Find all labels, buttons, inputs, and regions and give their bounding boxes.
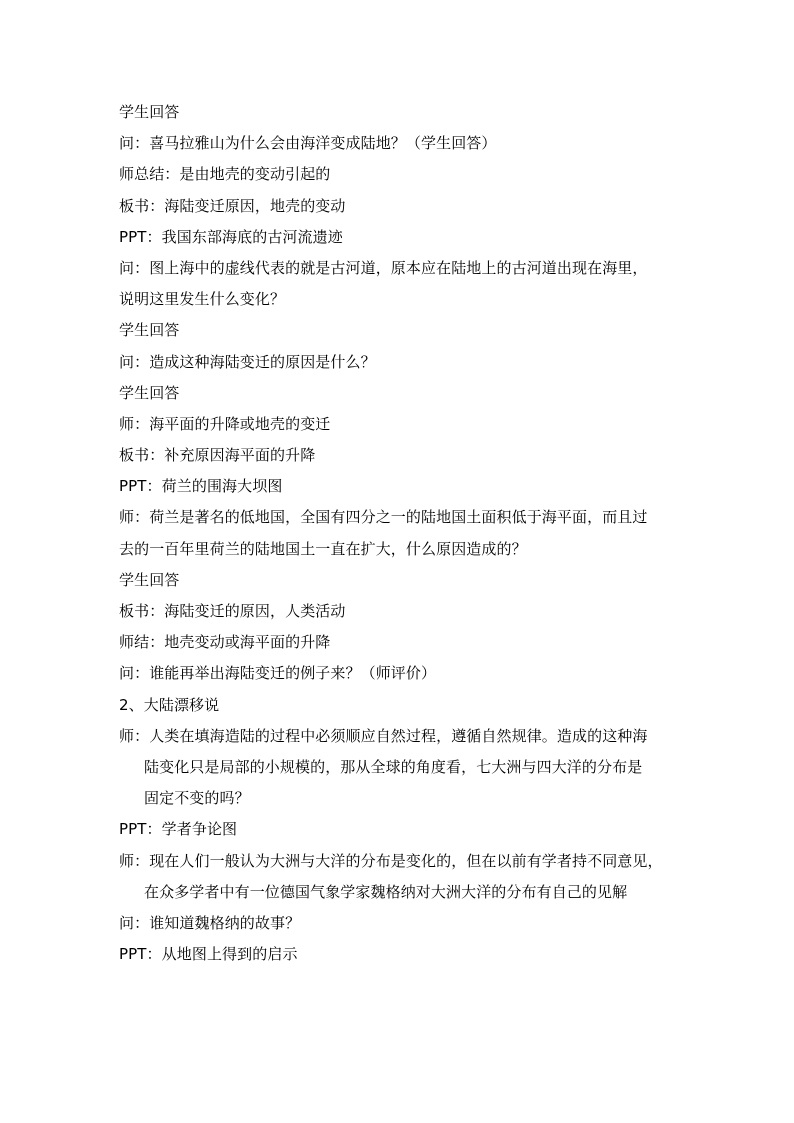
- text-line: 师结：地壳变动或海平面的升降: [119, 633, 331, 652]
- text-line: 师：荷兰是著名的低地国，全国有四分之一的陆地国土面积低于海平面，而且过: [119, 508, 648, 527]
- text-line: 学生回答: [119, 570, 180, 589]
- text-line-continuation: 在众多学者中有一位德国气象学家魏格纳对大洲大洋的分布有自己的见解: [144, 882, 628, 901]
- text-line: 去的一百年里荷兰的陆地国土一直在扩大，什么原因造成的？: [119, 539, 527, 558]
- text-line: 学生回答: [119, 321, 180, 340]
- text-line: 问：喜马拉雅山为什么会由海洋变成陆地？（学生回答）: [119, 134, 497, 153]
- text-line: PPT：从地图上得到的启示: [119, 945, 298, 964]
- text-line: 师：人类在填海造陆的过程中必须顺应自然过程，遵循自然规律。造成的这种海: [119, 726, 648, 745]
- section-heading: 2、大陆漂移说: [119, 695, 220, 714]
- text-line: 板书：补充原因海平面的升降: [119, 446, 316, 465]
- text-line-continuation: 陆变化只是局部的小规模的，那从全球的角度看，七大洲与四大洋的分布是: [144, 757, 643, 776]
- text-line: 板书：海陆变迁原因，地壳的变动: [119, 196, 346, 215]
- text-line: 问：造成这种海陆变迁的原因是什么？: [119, 352, 376, 371]
- text-line: 师：海平面的升降或地壳的变迁: [119, 414, 331, 433]
- text-line: 问：谁知道魏格纳的故事？: [119, 913, 301, 932]
- text-line: 学生回答: [119, 383, 180, 402]
- text-line-continuation: 固定不变的吗？: [144, 789, 250, 808]
- text-line: 说明这里发生什么变化？: [119, 290, 286, 309]
- text-line: 问：图上海中的虚线代表的就是古河道，原本应在陆地上的古河道出现在海里，: [119, 258, 648, 277]
- text-line: 板书：海陆变迁的原因，人类活动: [119, 602, 346, 620]
- text-line: PPT：学者争论图: [119, 820, 238, 839]
- text-line: PPT：荷兰的围海大坝图: [119, 477, 283, 496]
- document-body: [119, 97, 679, 970]
- text-line: 问：谁能再举出海陆变迁的例子来？（师评价）: [119, 664, 437, 683]
- text-line: 师：现在人们一般认为大洲与大洋的分布是变化的，但在以前有学者持不同意见，: [119, 851, 663, 870]
- text-line: 师总结：是由地壳的变动引起的: [119, 165, 331, 184]
- text-line: 学生回答: [119, 103, 180, 121]
- text-line: PPT：我国东部海底的古河流遗迹: [119, 227, 343, 246]
